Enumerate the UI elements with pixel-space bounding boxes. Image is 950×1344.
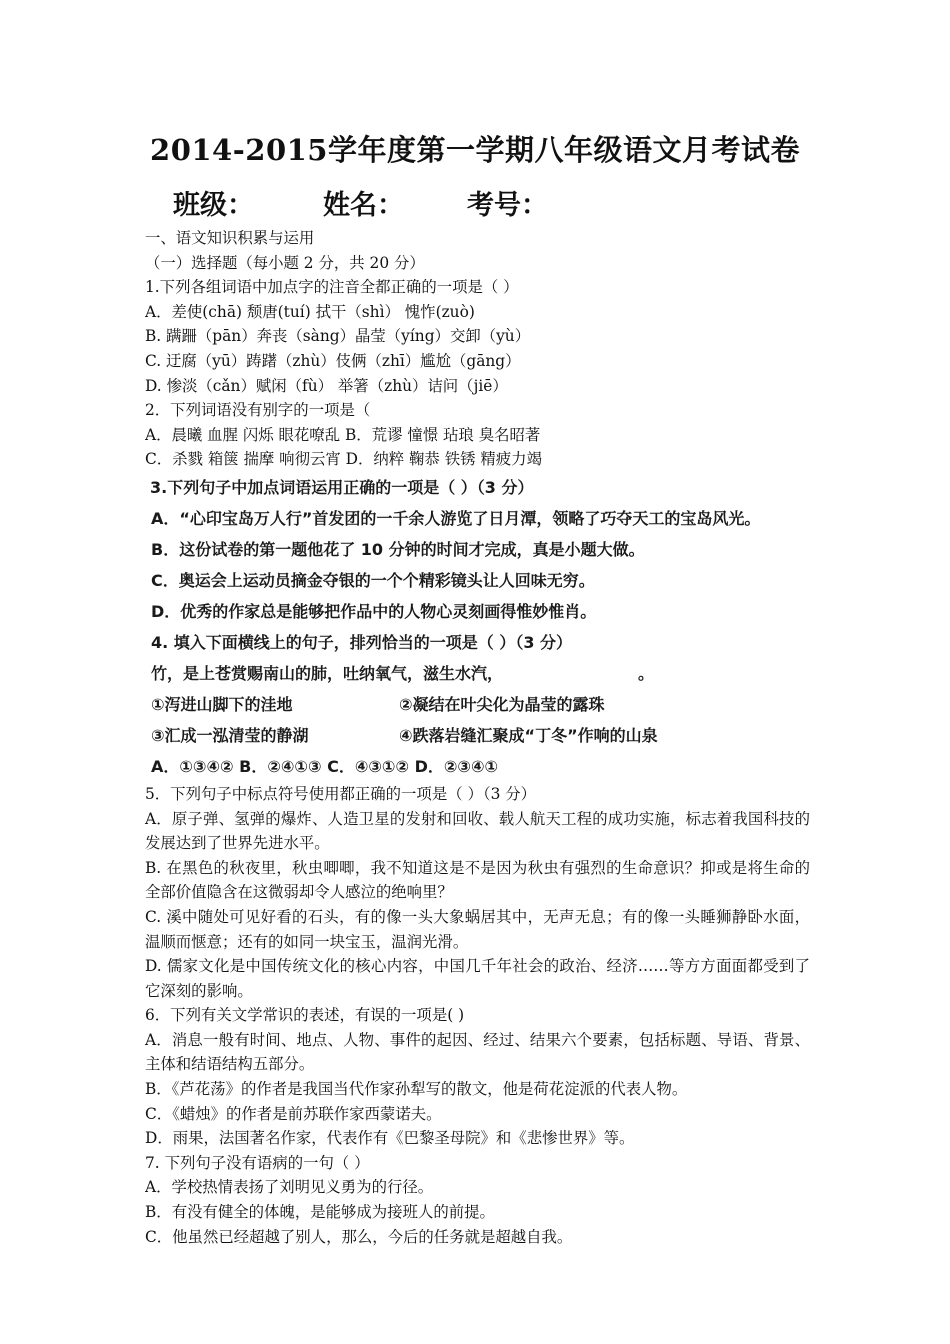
q7-option-a: A．学校热情表扬了刘明见义勇为的行径。 (145, 1178, 434, 1197)
q1-option-c: C. 迂腐（yū）踌躇（zhù）伎俩（zhī）尴尬（gāng） (145, 351, 521, 370)
subsection-heading: （一）选择题（每小题 2 分，共 20 分） (145, 253, 425, 272)
q3-stem: 3.下列句子中加点词语运用正确的一项是（ ）（3 分） (150, 477, 534, 497)
q1-option-d: D. 惨淡（cǎn）赋闲（fù） 举箸（zhù）诘问（jiē） (145, 376, 508, 395)
q4-sentence (145, 658, 810, 689)
q5-option-a: A．原子弹、氢弹的爆炸、人造卫星的发射和回收、载人航天工程的成功实施，标志着我国科技的发展达到了世界先进水平。 (145, 809, 810, 853)
q5-option-c: C. 溪中随处可见好看的石头，有的像一头大象蜗居其中，无声无息；有的像一头睡狮静卧水面，温顺而惬意；还有的如同一块宝玉，温润光滑。 (145, 907, 810, 951)
q4-sentence-text: 竹，是上苍赏赐南山的肺，吐纳氧气，滋生水汽， (151, 663, 504, 683)
q6-option-d: D．雨果，法国著名作家，代表作有《巴黎圣母院》和《悲惨世界》等。 (145, 1129, 635, 1148)
q4-option-2: ②凝结在叶尖化为晶莹的露珠 (399, 694, 605, 714)
q4-option-1: ①泻进山脚下的洼地 (151, 694, 293, 714)
q3-option-d: D．优秀的作家总是能够把作品中的人物心灵刻画得惟妙惟肖。 (151, 601, 597, 621)
q1-option-a: A．差使(chā) 颓唐(tuí) 拭干（shì） 愧怍(zuò) (145, 302, 475, 321)
q3-option-b: B．这份试卷的第一题他花了 10 分钟的时间才完成，真是小题大做。 (151, 539, 645, 559)
q2-stem: 2．下列词语没有别字的一项是（ (145, 401, 371, 420)
q2-options-cd: C．杀戮 箱箧 揣摩 响彻云宵 D．纳粹 鞠恭 铁锈 精疲力竭 (145, 450, 542, 469)
q6-stem: 6．下列有关文学常识的表述，有误的一项是( ) (145, 1006, 465, 1025)
q5-option-d: D. 儒家文化是中国传统文化的核心内容，中国几千年社会的政治、经济……等方方面面都受到了它深刻的影响。 (145, 957, 810, 1000)
exam-body (145, 226, 810, 1249)
q4-stem: 4. 填入下面横线上的句子，排列恰当的一项是（ ）（3 分） (151, 632, 573, 652)
q1-option-b: B. 蹒跚（pān）奔丧（sàng）晶莹（yíng）交卸（yù） (145, 327, 531, 346)
q4-answers: A．①③④② B．②④①③ C．④③①② D．②③④① (151, 756, 499, 776)
q2-options-ab: A．晨曦 血腥 闪烁 眼花嘹乱 B．荒谬 憧憬 玷琅 臭名昭著 (145, 425, 541, 444)
class-label: 班级： (173, 190, 254, 221)
q6-option-b: B．《芦花荡》的作者是我国当代作家孙犁写的散文，他是荷花淀派的代表人物。 (145, 1080, 688, 1099)
q3-option-a: A．“心印宝岛万人行”首发团的一千余人游览了日月潭，领略了巧夺天工的宝岛风光。 (151, 508, 761, 528)
q7-stem: 7. 下列句子没有语病的一句（ ） (145, 1153, 370, 1172)
q4-options-row1 (145, 689, 810, 720)
section-heading: 一、语文知识积累与运用 (145, 229, 315, 247)
q4-option-3: ③汇成一泓清莹的静湖 (151, 725, 309, 745)
name-label: 姓名： (323, 190, 404, 221)
q4-option-4: ④跌落岩缝汇聚成“丁冬”作响的山泉 (399, 725, 658, 745)
q1-stem: 1.下列各组词语中加点字的注音全都正确的一项是（ ） (145, 278, 519, 297)
q6-option-c: C．《蜡烛》的作者是前苏联作家西蒙诺夫。 (145, 1104, 442, 1123)
q6-option-a: A．消息一般有时间、地点、人物、事件的起因、经过、结果六个要素，包括标题、导语、背景、主体和结语结构五部分。 (145, 1030, 810, 1074)
q4-options-row2 (145, 720, 810, 751)
exam-title: 2014-2015学年度第一学期八年级语文月考试卷 (150, 133, 800, 167)
student-info-row (173, 183, 548, 222)
q7-option-b: B．有没有健全的体魄，是能够成为接班人的前提。 (145, 1203, 495, 1222)
q7-option-c: C．他虽然已经超越了别人，那么，今后的任务就是超越自我。 (145, 1227, 573, 1246)
id-label: 考号： (467, 190, 548, 221)
q3-option-c: C．奥运会上运动员摘金夺银的一个个精彩镜头让人回味无穷。 (151, 570, 595, 590)
q5-stem: 5．下列句子中标点符号使用都正确的一项是（ ）（3 分） (145, 784, 537, 803)
q4-sentence-end: 。 (638, 663, 655, 683)
q5-option-b: B. 在黑色的秋夜里，秋虫唧唧，我不知道这是不是因为秋虫有强烈的生命意识？抑或是将生命的全部价值隐含在这微弱却令人感泣的绝响里？ (145, 858, 810, 902)
